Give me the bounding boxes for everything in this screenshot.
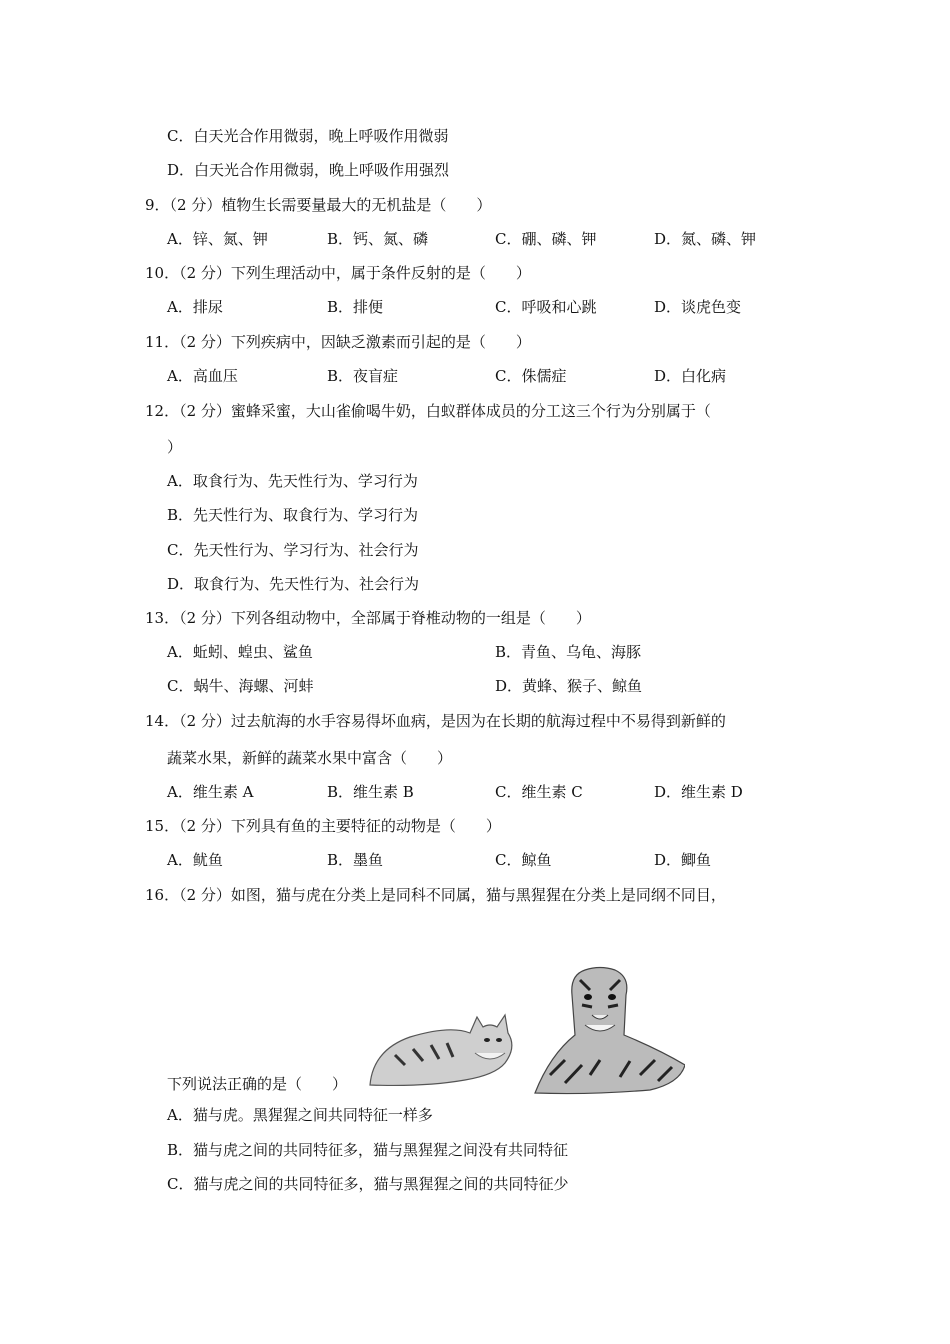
question-number: 10． <box>145 264 180 282</box>
question-stem: （2 分）下列各组动物中，全部属于脊椎动物的一组是（ ） <box>179 609 591 627</box>
q12-option-c: C．先天性行为、学习行为、社会行为 <box>167 541 419 559</box>
q8-option-c: C．白天光合作用微弱，晚上呼吸作用微弱 <box>167 127 449 145</box>
question-13 <box>145 608 591 628</box>
question-9 <box>145 195 491 215</box>
question-11 <box>145 332 531 352</box>
q12-option-b: B．先天性行为、取食行为、学习行为 <box>167 506 419 524</box>
q9-option-c: C．硼、磷、钾 <box>495 230 597 248</box>
question-12-continued: ） <box>167 438 183 456</box>
question-12 <box>145 401 711 421</box>
question-stem: （2 分）过去航海的水手容易得坏血病，是因为在长期的航海过程中不易得到新鲜的 <box>179 712 726 730</box>
q11-option-b: B．夜盲症 <box>327 367 399 385</box>
question-number: 16． <box>145 886 180 904</box>
q16-option-c: C．猫与虎之间的共同特征多，猫与黑猩猩之间的共同特征少 <box>167 1175 569 1193</box>
q13-option-b: B．青鱼、乌龟、海豚 <box>495 643 642 661</box>
q14-option-c: C．维生素 C <box>495 783 583 801</box>
question-stem: （2 分）下列生理活动中，属于条件反射的是（ ） <box>179 264 531 282</box>
q10-option-d: D．谈虎色变 <box>654 298 742 316</box>
q10-option-b: B．排便 <box>327 298 384 316</box>
q10-option-a: A．排尿 <box>167 298 223 316</box>
q16-option-a: A．猫与虎。黑猩猩之间共同特征一样多 <box>167 1106 433 1124</box>
question-15 <box>145 816 501 836</box>
question-number: 12． <box>145 402 180 420</box>
q8-option-d: D．白天光合作用微弱，晚上呼吸作用强烈 <box>167 161 450 179</box>
q11-option-d: D．白化病 <box>654 367 727 385</box>
q14-option-b: B．维生素 B <box>327 783 414 801</box>
q12-option-d: D．取食行为、先天性行为、社会行为 <box>167 575 420 593</box>
question-number: 11． <box>145 333 180 351</box>
q15-option-b: B．墨鱼 <box>327 851 384 869</box>
q9-option-b: B．钙、氮、磷 <box>327 230 429 248</box>
q14-option-d: D．维生素 D <box>654 783 743 801</box>
cat-image <box>370 1015 512 1085</box>
q9-option-a: A．锌、氮、钾 <box>167 230 268 248</box>
q13-option-c: C．蜗牛、海螺、河蚌 <box>167 677 314 695</box>
q15-option-a: A．鱿鱼 <box>167 851 223 869</box>
question-10 <box>145 263 531 283</box>
q13-option-a: A．蚯蚓、蝗虫、鲨鱼 <box>167 643 313 661</box>
question-number: 9． <box>145 196 170 214</box>
question-16 <box>145 885 726 905</box>
q15-option-d: D．鲫鱼 <box>654 851 712 869</box>
tiger-image <box>535 968 685 1094</box>
question-stem: （2 分）如图，猫与虎在分类上是同科不同属，猫与黑猩猩在分类上是同纲不同目， <box>179 886 726 904</box>
q13-option-d: D．黄蜂、猴子、鲸鱼 <box>495 677 643 695</box>
q9-option-d: D．氮、磷、钾 <box>654 230 757 248</box>
q16-option-b: B．猫与虎之间的共同特征多，猫与黑猩猩之间没有共同特征 <box>167 1141 569 1159</box>
question-14-continued: 蔬菜水果，新鲜的蔬菜水果中富含（ ） <box>167 749 453 767</box>
question-stem: （2 分）植物生长需要量最大的无机盐是（ ） <box>169 196 492 214</box>
question-16-continued: 下列说法正确的是（ ） <box>167 1075 348 1093</box>
question-stem: （2 分）蜜蜂采蜜，大山雀偷喝牛奶，白蚁群体成员的分工这三个行为分别属于（ <box>179 402 711 420</box>
q10-option-c: C．呼吸和心跳 <box>495 298 597 316</box>
q12-option-a: A．取食行为、先天性行为、学习行为 <box>167 472 418 490</box>
q11-option-a: A．高血压 <box>167 367 238 385</box>
q14-option-a: A．维生素 A <box>167 783 254 801</box>
question-stem: （2 分）下列疾病中，因缺乏激素而引起的是（ ） <box>179 333 531 351</box>
question-stem: （2 分）下列具有鱼的主要特征的动物是（ ） <box>179 817 501 835</box>
animals-figure <box>365 965 685 1095</box>
q11-option-c: C．侏儒症 <box>495 367 567 385</box>
question-number: 13． <box>145 609 180 627</box>
q15-option-c: C．鲸鱼 <box>495 851 552 869</box>
question-number: 15． <box>145 817 180 835</box>
question-number: 14． <box>145 712 180 730</box>
question-14 <box>145 711 726 731</box>
